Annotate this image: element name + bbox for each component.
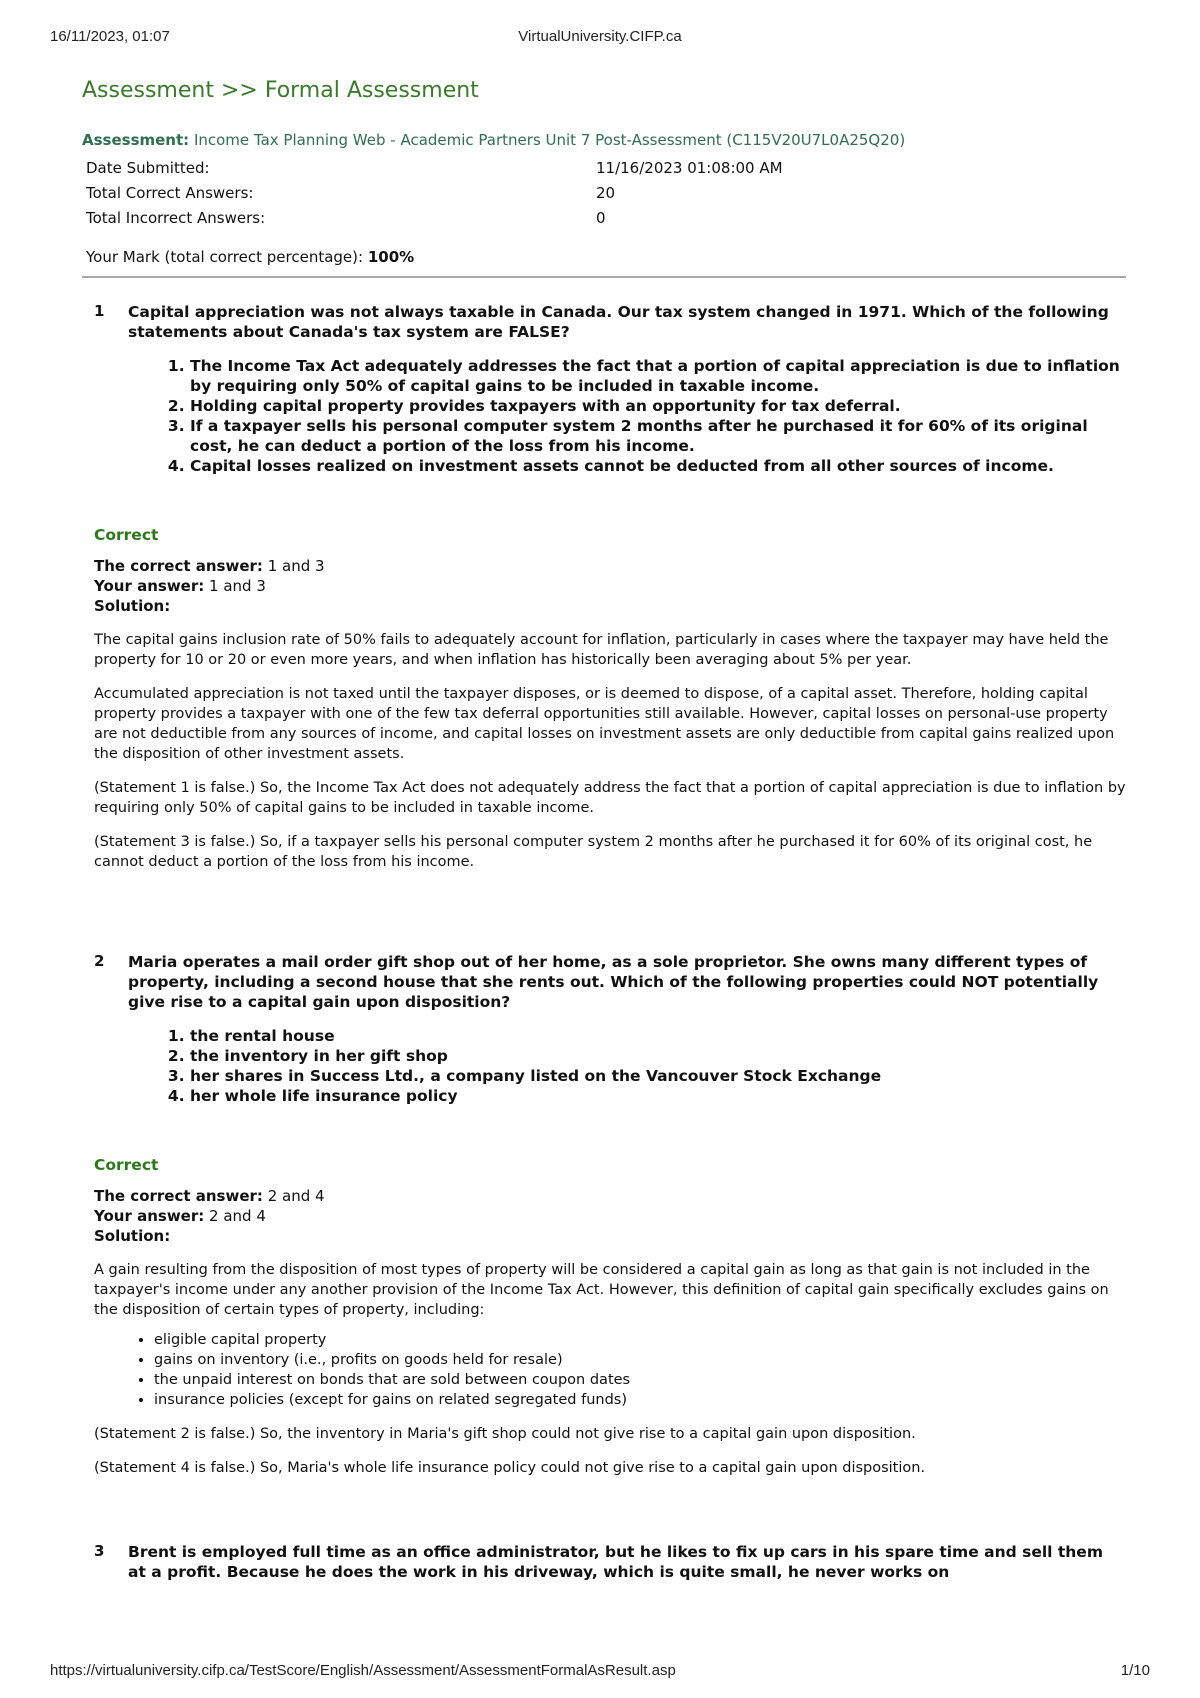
your-answer-label: Your answer:: [94, 577, 205, 595]
question-1: [94, 302, 1126, 872]
page-title: Assessment >> Formal Assessment: [82, 78, 479, 103]
question-number: 2: [94, 952, 105, 970]
summary-value: 11/16/2023 01:08:00 AM: [596, 159, 783, 177]
your-answer-line: [94, 1206, 1126, 1226]
solution-paragraph: The capital gains inclusion rate of 50% fails to adequately account for inflation, particularly in cases where the taxpayer may have held the property for 10 or 20 or even more years, and when inflation has historically been averaging about 5% per year.: [94, 632, 1109, 668]
solution-paragraph: (Statement 2 is false.) So, the inventory in Maria's gift shop could not give rise to a capital gain upon disposition.: [94, 1426, 916, 1442]
correct-answer-value: 1 and 3: [267, 557, 325, 575]
result-status: Correct: [94, 526, 159, 544]
your-answer-value: 1 and 3: [209, 577, 266, 595]
summary-value: 20: [596, 184, 616, 202]
print-datetime: 16/11/2023, 01:07: [50, 28, 170, 45]
option-item: 4. Capital losses realized on investment assets cannot be deducted from all other sources of income.: [190, 456, 1126, 476]
solution-paragraph: (Statement 1 is false.) So, the Income Tax Act does not adequately address the fact that a portion of capital appreciation is due to inflation by requiring only 50% of capital gains to be included in taxable income.: [94, 780, 1126, 816]
result-status: Correct: [94, 1156, 159, 1174]
solution-bullet-list: [94, 1330, 1126, 1410]
summary-label: Total Incorrect Answers:: [86, 209, 266, 227]
mark-label: Your Mark (total correct percentage):: [86, 248, 364, 266]
question-number: 1: [94, 302, 105, 320]
solution-heading: [94, 1226, 1126, 1246]
correct-answer-value: 2 and 4: [267, 1187, 325, 1205]
summary-table: [86, 157, 783, 232]
spacer: [82, 1478, 1126, 1542]
correct-answer-line: [94, 556, 1126, 576]
question-text: Brent is employed full time as an office administrator, but he likes to fix up cars in his spare time and sell them at a profit. Because he does the work in his driveway, which is quite small, he never works on: [128, 1543, 1103, 1581]
main-content: [82, 74, 1126, 1582]
assessment-name: Income Tax Planning Web - Academic Partners Unit 7 Post-Assessment (C115V20U7L0A25Q20): [193, 131, 906, 149]
question-2: [94, 952, 1126, 1478]
summary-value: 0: [596, 209, 606, 227]
option-item: 1. the rental house: [190, 1026, 1126, 1046]
question-3: [94, 1542, 1126, 1582]
solution-paragraph: (Statement 4 is false.) So, Maria's whole life insurance policy could not give rise to a capital gain upon disposition.: [94, 1460, 926, 1476]
print-page-number: 1/10: [1120, 1662, 1150, 1679]
divider: [82, 276, 1126, 278]
bullet-item: • gains on inventory (i.e., profits on goods held for resale): [154, 1350, 1126, 1370]
your-answer-line: [94, 576, 1126, 596]
question-number: 3: [94, 1542, 105, 1560]
your-answer-value: 2 and 4: [209, 1207, 266, 1225]
correct-answer-label: The correct answer:: [94, 1187, 263, 1205]
solution-label: Solution:: [94, 1227, 171, 1245]
solution-paragraph: A gain resulting from the disposition of most types of property will be considered a capital gain as long as that gain is not included in the taxpayer's income under any another provision of the Income Tax Act. However, this definition of capital gain specifically excludes gains on the disposition of certain types of property, including:: [94, 1262, 1109, 1318]
option-item: 2. Holding capital property provides taxpayers with an opportunity for tax deferral.: [190, 396, 1126, 416]
mark-value: 100%: [367, 248, 415, 266]
summary-label: Total Correct Answers:: [86, 184, 254, 202]
summary-row-incorrect: [86, 207, 783, 232]
question-text: Capital appreciation was not always taxable in Canada. Our tax system changed in 1971. Which of the following statements about Canada's tax system are FALSE?: [128, 303, 1109, 341]
option-item: 1. The Income Tax Act adequately addresses the fact that a portion of capital appreciation is due to inflation by requiring only 50% of capital gains to be included in taxable income.: [190, 356, 1126, 396]
print-site-name: VirtualUniversity.CIFP.ca: [518, 28, 682, 45]
question-text: Maria operates a mail order gift shop out of her home, as a sole proprietor. She owns many different types of property, including a second house that she rents out. Which of the following properties could NOT potentially give rise to a capital gain upon disposition?: [128, 953, 1099, 1011]
option-item: 3. If a taxpayer sells his personal computer system 2 months after he purchased it for 60% of its original cost, he can deduct a portion of the loss from his income.: [190, 416, 1126, 456]
your-answer-label: Your answer:: [94, 1207, 205, 1225]
summary-row-correct: [86, 182, 783, 207]
question-options: [94, 1026, 1126, 1106]
question-options: [94, 356, 1126, 476]
assessment-label: Assessment:: [82, 131, 190, 149]
spacer: [82, 872, 1126, 952]
option-item: 2. the inventory in her gift shop: [190, 1046, 1126, 1066]
print-url: https://virtualuniversity.cifp.ca/TestScore/English/Assessment/AssessmentFormalAsResult.asp: [50, 1662, 676, 1679]
summary-row-date: [86, 157, 783, 182]
option-item: 4. her whole life insurance policy: [190, 1086, 1126, 1106]
correct-answer-line: [94, 1186, 1126, 1206]
summary-label: Date Submitted:: [86, 159, 210, 177]
solution-paragraph: (Statement 3 is false.) So, if a taxpayer sells his personal computer system 2 months after he purchased it for 60% of its original cost, he cannot deduct a portion of the loss from his income.: [94, 834, 1093, 870]
correct-answer-label: The correct answer:: [94, 557, 263, 575]
assessment-name-line: [82, 131, 1126, 149]
bullet-item: • the unpaid interest on bonds that are sold between coupon dates: [154, 1370, 1126, 1390]
mark-line: [86, 248, 1126, 266]
solution-label: Solution:: [94, 597, 171, 615]
option-item: 3. her shares in Success Ltd., a company listed on the Vancouver Stock Exchange: [190, 1066, 1126, 1086]
solution-paragraph: Accumulated appreciation is not taxed until the taxpayer disposes, or is deemed to dispose, of a capital asset. Therefore, holding capital property provides a taxpayer with one of the few tax deferral opportunities still available. However, capital losses on personal-use property are not deductible from any sources of income, and capital losses on investment assets are only deductible from capital gains realized upon the disposition of other investment assets.: [94, 686, 1115, 762]
bullet-item: • eligible capital property: [154, 1330, 1126, 1350]
bullet-item: • insurance policies (except for gains on related segregated funds): [154, 1390, 1126, 1410]
solution-heading: [94, 596, 1126, 616]
